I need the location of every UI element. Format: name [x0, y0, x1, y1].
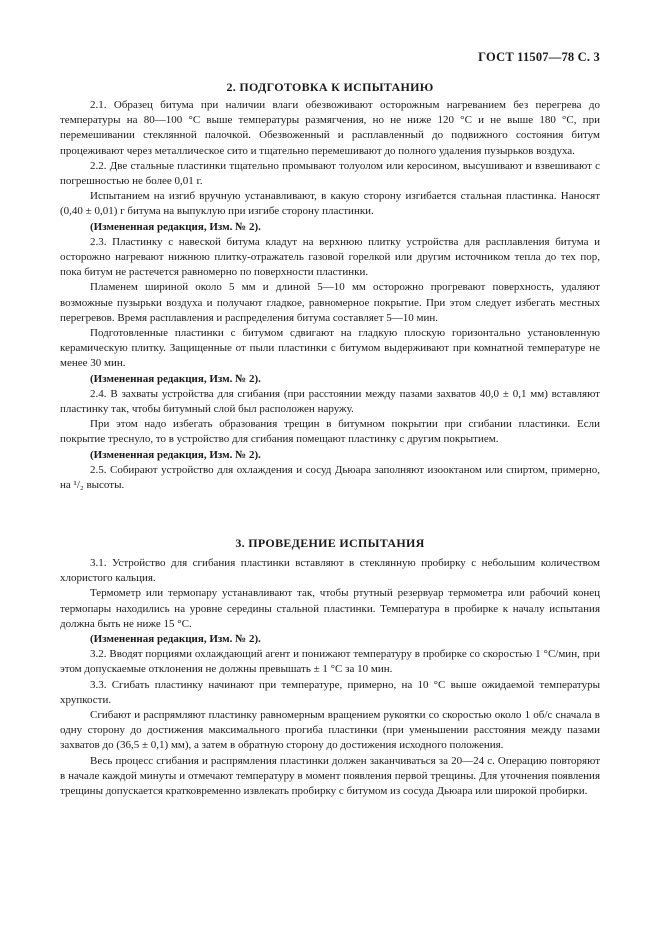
paragraph: Термометр или термопару устанавливают так, чтобы ртутный резервуар термометра или рабочий конец термопары находились на уровне середины стальной пластинки. Температура в пробирке к началу испытания должна быть не ниже 15 °С. — [60, 587, 600, 630]
paragraph: Испытанием на изгиб вручную устанавливают, в какую сторону изгибается стальная пластинка. Наносят (0,40 ± 0,01) г битума на выпуклую при изгибе сторону пластинки. — [60, 190, 600, 218]
paragraph: 3.1. Устройство для сгибания пластинки вставляют в стеклянную пробирку с небольшим количеством хлористого кальция. — [60, 557, 600, 585]
section-3-title: 3. ПРОВЕДЕНИЕ ИСПЫТАНИЯ — [235, 536, 425, 550]
paragraph: 2.1. Образец битума при наличии влаги обезвоживают осторожным нагреванием без перегрева до температуры на 80—100 °С выше температуры размягчения, но не ниже 120 °С и не выше 180 °С, при перемешивании стеклянной палочкой. Обезвоженный и расплавленный до подвижного состояния битум процеживают через металлическое сито и тщательно перемешивают до полного удаления пузырьков воздуха. — [60, 99, 600, 157]
paragraph: Сгибают и распрямляют пластинку равномерным вращением рукоятки со скоростью около 1 об/с сначала в одну сторону до достижения максимального прогиба пластинки (при уменьшении расстояния между пазами захватов до (36,5 ± 0,1) мм), а затем в обратную сторону до достижения исходного положения. — [60, 709, 600, 752]
paragraph: Весь процесс сгибания и распрямления пластинки должен заканчиваться за 20—24 с. Операцию повторяют в начале каждой минуты и отмечают температуру в момент появления первой трещины. Для уточнения появления трещины допускается кратковременно извлекать пробирку с битумом из сосуда Дьюара или широкой пробирки. — [60, 754, 600, 798]
paragraph: Подготовленные пластинки с битумом сдвигают на гладкую плоскую горизонтально установленную керамическую плитку. Защищенные от пыли пластинки с битумом выдерживают при комнатной температуре не менее 30 мин. — [60, 327, 600, 370]
paragraph: 3.2. Вводят порциями охлаждающий агент и понижают температуру в пробирке со скоростью 1 °С/мин, при этом допускаемые отклонения не должны превышать ± 1 °С за 10 мин. — [60, 648, 600, 676]
section-3-body — [60, 556, 600, 799]
paragraph: 3.3. Сгибать пластинку начинают при температуре, примерно, на 10 °С выше ожидаемой температуры хрупкости. — [60, 678, 600, 706]
section-2-title: 2. ПОДГОТОВКА К ИСПЫТАНИЮ — [226, 80, 434, 94]
amendment-note: (Измененная редакция, Изм. № 2). — [90, 372, 261, 385]
amendment-note: (Измененная редакция, Изм. № 2). — [90, 220, 261, 233]
paragraph: 2.3. Пластинку с навеской битума кладут на верхнюю плитку устройства для расплавления битума и осторожно нагревают нижнюю плитку-отражатель газовой горелкой или другим источником тепла до тех пор, пока битум не растечется равномерно по поверхности пластинки. — [60, 235, 600, 279]
section-2-body — [60, 98, 600, 493]
paragraph: 2.4. В захваты устройства для сгибания (при расстоянии между пазами захватов 40,0 ± 0,1 мм) вставляют пластинку так, чтобы битумный слой был расположен наружу. — [60, 387, 600, 416]
amendment-note: (Измененная редакция, Изм. № 2). — [90, 448, 261, 461]
paragraph: При этом надо избегать образования трещин в битумном покрытии при сгибании пластинки. Если покрытие треснуло, то в устройство для сгибания помещают пластинку с другим покрытием. — [60, 418, 600, 446]
page-header: ГОСТ 11507—78 С. 3 — [478, 50, 600, 64]
paragraph: 2.2. Две стальные пластинки тщательно промывают толуолом или керосином, высушивают и взвешивают с погрешностью не более 0,01 г. — [60, 159, 600, 188]
amendment-note: (Измененная редакция, Изм. № 2). — [90, 633, 261, 646]
paragraph: 2.5. Собирают устройство для охлаждения и сосуд Дьюара заполняют изооктаном или спиртом, примерно, на ¹/₂ высоты. — [60, 463, 600, 492]
paragraph: Пламенем шириной около 5 мм и длиной 5—10 мм осторожно прогревают поверхность, удаляют возможные пузырьки воздуха и получают гладкое, равномерное покрытие. При этом следует избегать местных перегревов. Время расплавления и распределения битума составляет 5—10 мин. — [60, 281, 600, 324]
